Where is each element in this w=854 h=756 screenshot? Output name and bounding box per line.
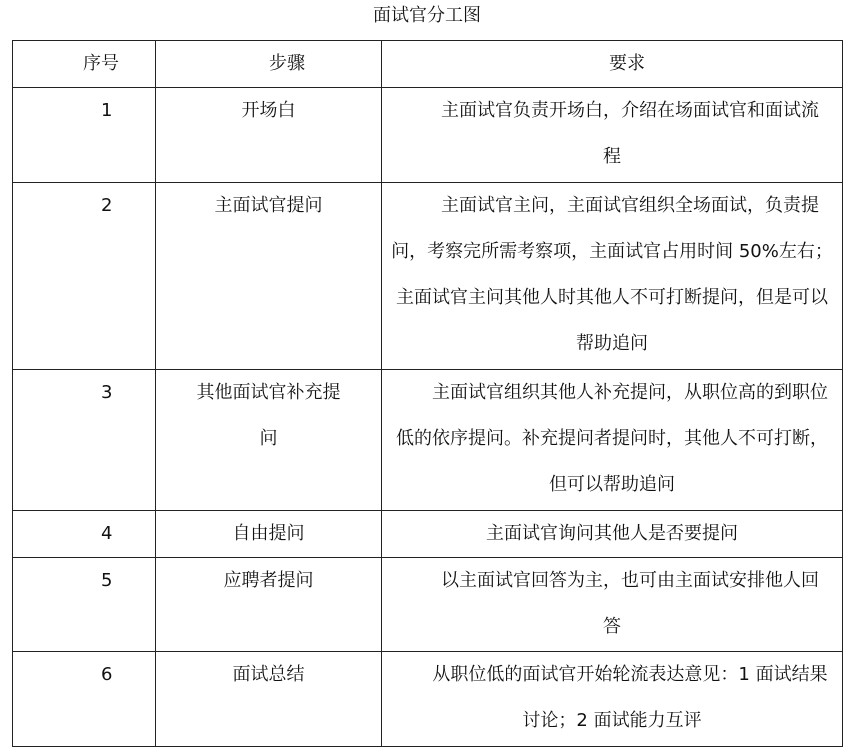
header-no: 序号 xyxy=(13,41,156,88)
row-requirement xyxy=(382,183,843,370)
row-requirement xyxy=(382,652,843,747)
requirement-text: 主面试官询问其他人是否要提问 xyxy=(486,523,738,544)
row-step xyxy=(156,511,382,558)
table-header-row xyxy=(13,41,843,88)
row-requirement xyxy=(382,370,843,511)
step-text: 自由提问 xyxy=(232,523,305,544)
row-step xyxy=(156,183,382,370)
row-no: 4 xyxy=(13,511,156,558)
page-title: 面试官分工图 xyxy=(373,5,481,26)
table-row xyxy=(13,558,843,652)
row-no: 3 xyxy=(13,370,156,511)
row-no: 5 xyxy=(13,558,156,652)
row-requirement xyxy=(382,511,843,558)
header-step: 步骤 xyxy=(156,41,382,88)
table-row xyxy=(13,652,843,747)
requirement-text: 主面试官负责开场白，介绍在场面试官和面试流程 xyxy=(441,100,819,167)
requirement-text: 主面试官组织其他人补充提问，从职位高的到职位低的依序提问。补充提问者提问时，其他人不可打断，但可以帮助追问 xyxy=(396,382,828,495)
table-row xyxy=(13,88,843,183)
step-text: 面试总结 xyxy=(232,664,305,685)
row-step xyxy=(156,558,382,652)
step-text: 开场白 xyxy=(241,100,296,121)
header-requirement: 要求 xyxy=(382,41,843,88)
requirement-text: 从职位低的面试官开始轮流表达意见：1 面试结果讨论；2 面试能力互评 xyxy=(432,664,828,731)
step-text: 应聘者提问 xyxy=(223,570,314,591)
row-no: 6 xyxy=(13,652,156,747)
row-no: 2 xyxy=(13,183,156,370)
table-row xyxy=(13,183,843,370)
interviewer-division-table xyxy=(12,40,843,747)
table-row xyxy=(13,370,843,511)
row-requirement xyxy=(382,88,843,183)
table-row xyxy=(13,511,843,558)
requirement-text: 以主面试官回答为主，也可由主面试安排他人回答 xyxy=(441,570,819,637)
step-text: 主面试官提问 xyxy=(214,195,323,216)
requirement-text: 主面试官主问，主面试官组织全场面试，负责提问，考察完所需考察项，主面试官占用时间 50%左右；主面试官主问其他人时其他人不可打断提问，但是可以帮助追问 xyxy=(391,195,833,354)
row-step xyxy=(156,370,382,511)
step-text: 其他面试官补充提问 xyxy=(196,382,341,449)
row-step xyxy=(156,652,382,747)
row-requirement xyxy=(382,558,843,652)
row-no: 1 xyxy=(13,88,156,183)
row-step xyxy=(156,88,382,183)
